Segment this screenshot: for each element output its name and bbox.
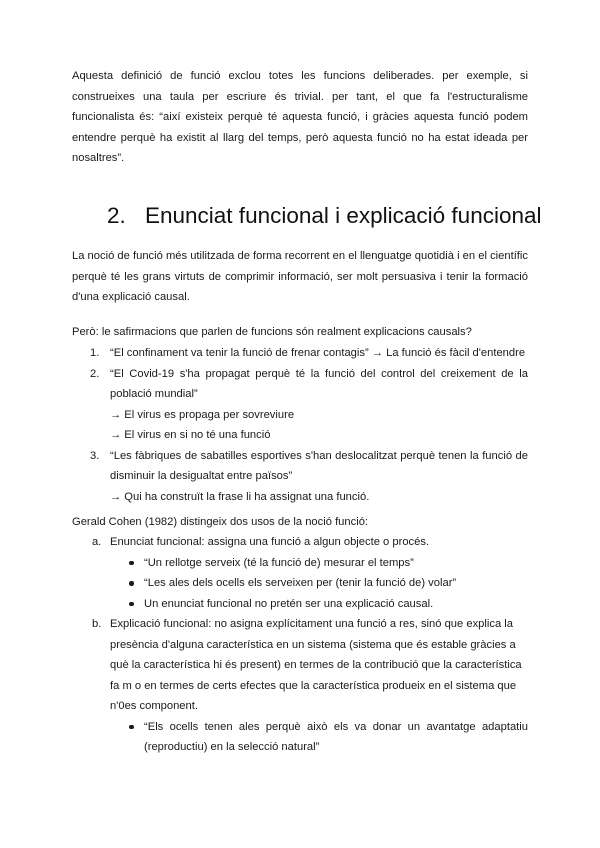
- bullet-dot: [129, 561, 134, 566]
- bullet-text: Un enunciat funcional no pretén ser una explicació causal.: [144, 597, 434, 610]
- bullet-list: [72, 553, 528, 615]
- uso-text: Explicació funcional: no asigna explícitament una funció a res, sinó que explica la presència d'alguna característica en un sistema (sistema que és estable gràcies a què la característica hi és present) en termes de la contribució que la característica fa m o en termes de certs efectes que la característica produeix en el sistema que n'0es component.: [110, 618, 522, 712]
- bullet-text: “Els ocells tenen ales perquè això els va donar un avantatge adaptatiu (reproductiu) en la selecció natural”: [144, 720, 528, 753]
- section-number: 2.: [107, 203, 126, 228]
- example-item-1: [72, 343, 528, 364]
- bullet-item: [72, 594, 528, 615]
- uso-item-a: [72, 532, 528, 614]
- section-title: Enunciat funcional i explicació funcional: [145, 203, 542, 228]
- example-note: → Qui ha construït la frase li ha assignat una funció.: [110, 490, 370, 503]
- bullet-item: [72, 717, 528, 758]
- bullet-dot: [129, 581, 134, 586]
- uso-text: Enunciat funcional: assigna una funció a algun objecte o procés.: [110, 536, 430, 548]
- bullet-text: “Les ales dels ocells els serveixen per (tenir la funció de) volar”: [144, 577, 457, 589]
- uso-row: [72, 614, 528, 717]
- example-text: “El confinament va tenir la funció de frenar contagis” → La funció és fàcil d'entendre: [110, 347, 526, 359]
- intro-paragraph: Aquesta definició de funció exclou totes les funcions deliberades. per exemple, si construeixes una taula per escriure és trivial. per tant, el que fa l'estructuralisme funcionalista és: “així existeix perquè té aquesta funció, i gràcies aquesta funció podem entendre perquè ha existit al llarg del temps, però aquesta funció no ha estat ideada per nosaltres”.: [72, 70, 528, 164]
- example-item-2: [72, 364, 528, 446]
- cohen-intro-paragraph: Gerald Cohen (1982) distingeix dos usos de la noció funció:: [72, 516, 369, 528]
- section-intro-paragraph: La noció de funció més utilitzada de forma recorrent en el llenguatge quotidià i en el científic perquè té les grans virtuts de comprimir informació, ser molt persuasiva i tenir la formació d'una explicació causal.: [72, 250, 528, 303]
- bullet-item: [72, 573, 528, 594]
- uso-row: [72, 532, 528, 553]
- example-text: “El Covid-19 s'ha propagat perquè té la funció del control del creixement de la població mundial”: [110, 367, 528, 400]
- list-marker: a.: [92, 536, 102, 548]
- bullet-item: [72, 553, 528, 574]
- list-marker: b.: [92, 618, 102, 630]
- examples-list: [72, 343, 528, 507]
- uso-item-b: [72, 614, 528, 758]
- bullet-dot: [129, 602, 134, 607]
- example-note: → El virus en si no té una funció: [110, 429, 271, 441]
- list-marker: 2.: [90, 367, 100, 380]
- list-marker: 3.: [90, 449, 100, 462]
- example-item-3: [72, 446, 528, 508]
- example-text: “Les fàbriques de sabatilles esportives s'han deslocalitzat perquè tenen la funció de disminuir la desigualtat entre països”: [110, 449, 528, 482]
- list-marker: 1.: [90, 347, 100, 359]
- bullet-list: [72, 717, 528, 758]
- bullet-dot: [129, 725, 134, 730]
- bullet-text: “Un rellotge serveix (té la funció de) mesurar el temps”: [144, 556, 414, 569]
- question-paragraph: Però: le safirmacions que parlen de funcions són realment explicacions causals?: [72, 326, 472, 338]
- usos-list: [72, 532, 528, 758]
- example-note: → El virus es propaga per sovreviure: [110, 408, 295, 421]
- section-heading: [107, 203, 542, 229]
